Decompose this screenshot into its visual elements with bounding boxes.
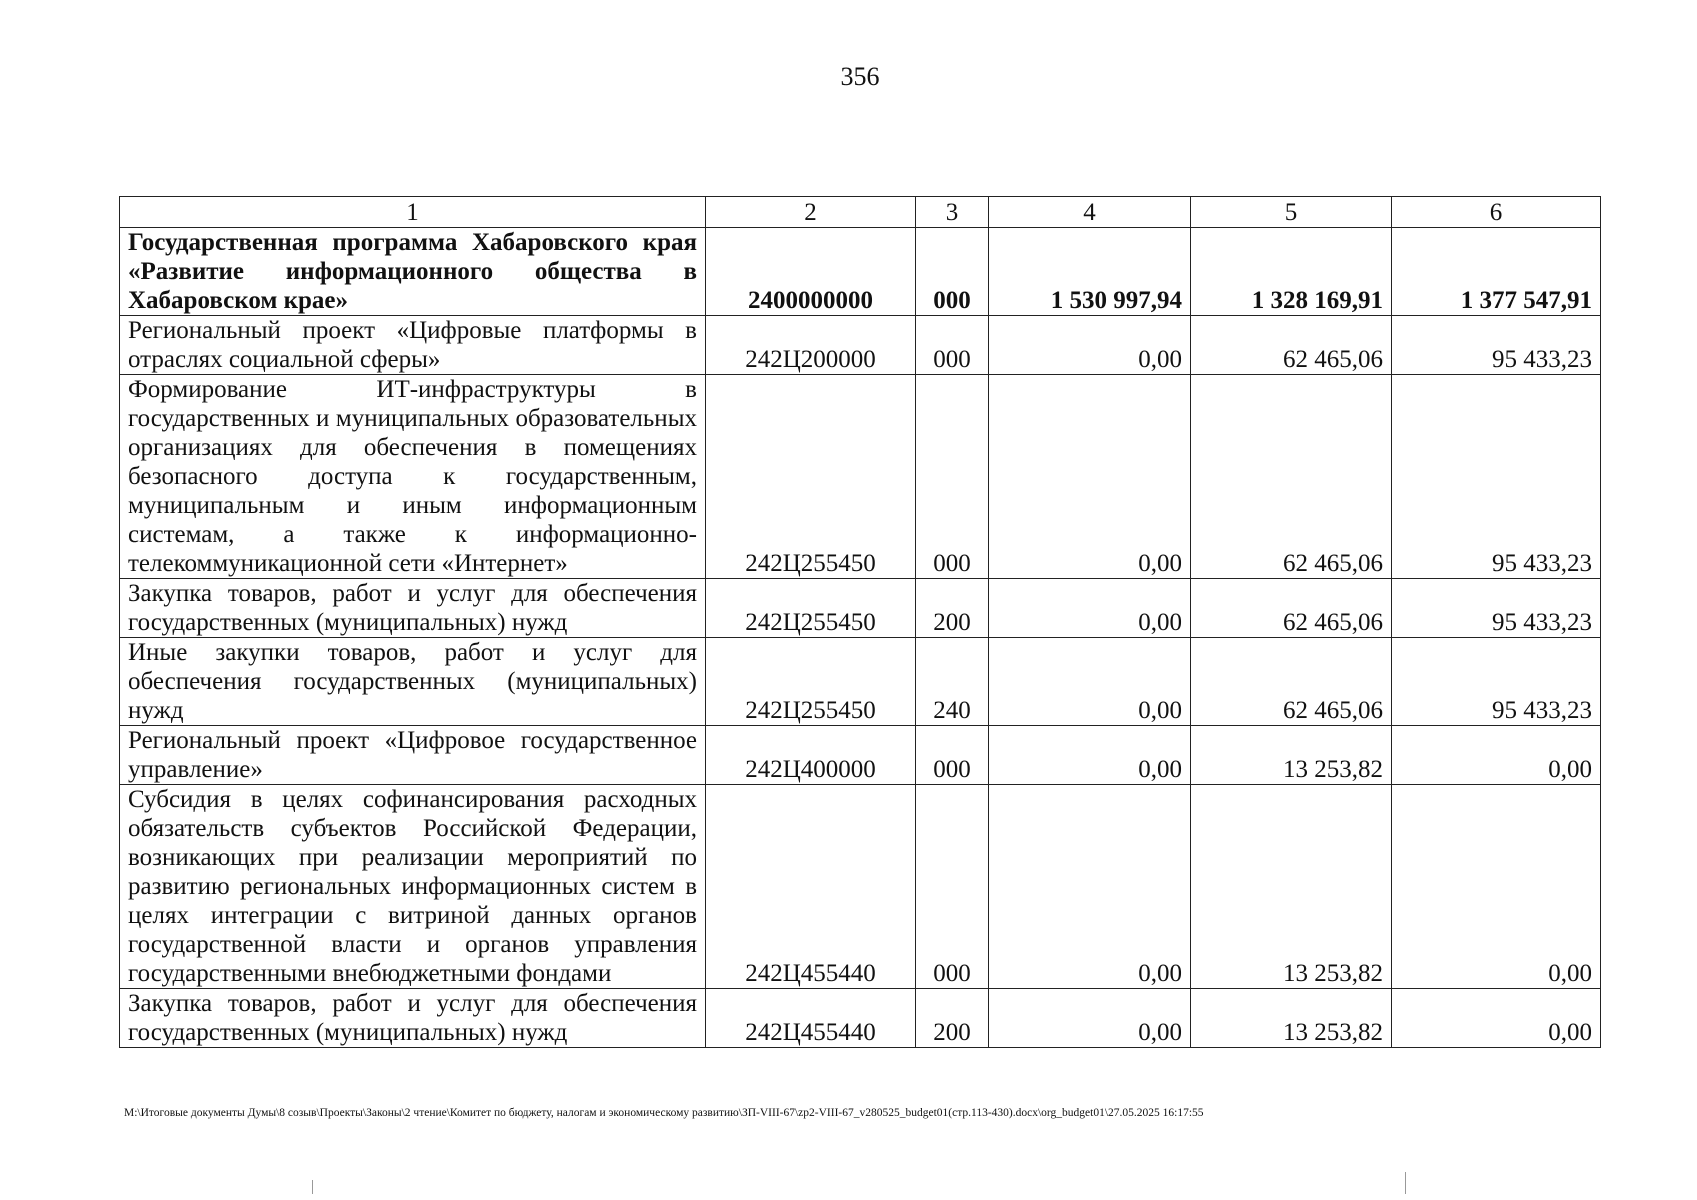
row-value-4: 0,00 bbox=[989, 375, 1191, 579]
row-type: 000 bbox=[916, 726, 989, 785]
row-code: 2400000000 bbox=[706, 228, 916, 316]
table-row bbox=[120, 638, 1601, 726]
table-row bbox=[120, 316, 1601, 375]
row-value-6: 95 433,23 bbox=[1392, 638, 1601, 726]
row-value-6: 95 433,23 bbox=[1392, 375, 1601, 579]
table-row bbox=[120, 228, 1601, 316]
row-value-6: 0,00 bbox=[1392, 785, 1601, 989]
table-row bbox=[120, 726, 1601, 785]
row-type: 000 bbox=[916, 228, 989, 316]
row-value-6: 0,00 bbox=[1392, 989, 1601, 1048]
document-file-path: M:\Итоговые документы Думы\8 созыв\Проекты\Законы\2 чтение\Комитет по бюджету, налогам и экономическому развитию\ЗП-VIII-67\zp2-VIII-67_v280525_budget01(стр.113-430).docx\org_budget01\27.05.2025 16:17:55 bbox=[124, 1107, 1204, 1119]
header-col-4: 4 bbox=[989, 197, 1191, 228]
header-col-3: 3 bbox=[916, 197, 989, 228]
row-value-4: 0,00 bbox=[989, 726, 1191, 785]
row-value-6: 0,00 bbox=[1392, 726, 1601, 785]
row-value-5: 13 253,82 bbox=[1191, 726, 1392, 785]
row-name: Формирование ИТ-инфраструктуры в государственных и муниципальных образовательных организациях для обеспечения в помещениях безопасного доступа к государственным, муниципальным и иным информационным системам, а также к информационно-телекоммуникационной сети «Интернет» bbox=[120, 375, 706, 579]
row-type: 000 bbox=[916, 785, 989, 989]
header-col-6: 6 bbox=[1392, 197, 1601, 228]
row-value-5: 62 465,06 bbox=[1191, 316, 1392, 375]
row-value-4: 1 530 997,94 bbox=[989, 228, 1191, 316]
row-name: Закупка товаров, работ и услуг для обеспечения государственных (муниципальных) нужд bbox=[120, 579, 706, 638]
row-value-5: 62 465,06 bbox=[1191, 579, 1392, 638]
row-value-4: 0,00 bbox=[989, 579, 1191, 638]
row-code: 242Ц400000 bbox=[706, 726, 916, 785]
scan-artifact bbox=[312, 1180, 313, 1194]
row-value-4: 0,00 bbox=[989, 316, 1191, 375]
row-value-6: 95 433,23 bbox=[1392, 316, 1601, 375]
row-value-6: 1 377 547,91 bbox=[1392, 228, 1601, 316]
header-col-5: 5 bbox=[1191, 197, 1392, 228]
row-type: 240 bbox=[916, 638, 989, 726]
row-value-5: 1 328 169,91 bbox=[1191, 228, 1392, 316]
row-value-4: 0,00 bbox=[989, 785, 1191, 989]
row-code: 242Ц200000 bbox=[706, 316, 916, 375]
row-type: 000 bbox=[916, 375, 989, 579]
row-name: Региональный проект «Цифровые платформы в отраслях социальной сферы» bbox=[120, 316, 706, 375]
row-name: Закупка товаров, работ и услуг для обеспечения государственных (муниципальных) нужд bbox=[120, 989, 706, 1048]
row-name: Субсидия в целях софинансирования расходных обязательств субъектов Российской Федерации, возникающих при реализации мероприятий по развитию региональных информационных систем в целях интеграции с витриной данных органов государственной власти и органов управления государственными внебюджетными фондами bbox=[120, 785, 706, 989]
table-row bbox=[120, 579, 1601, 638]
header-col-2: 2 bbox=[706, 197, 916, 228]
row-code: 242Ц255450 bbox=[706, 579, 916, 638]
header-row bbox=[120, 197, 1601, 228]
scan-artifact bbox=[1405, 1172, 1406, 1194]
row-name: Региональный проект «Цифровое государственное управление» bbox=[120, 726, 706, 785]
table-row bbox=[120, 785, 1601, 989]
page-number: 356 bbox=[840, 62, 880, 91]
row-value-5: 13 253,82 bbox=[1191, 785, 1392, 989]
row-code: 242Ц255450 bbox=[706, 638, 916, 726]
row-type: 200 bbox=[916, 579, 989, 638]
row-value-5: 62 465,06 bbox=[1191, 638, 1392, 726]
row-code: 242Ц455440 bbox=[706, 989, 916, 1048]
row-code: 242Ц255450 bbox=[706, 375, 916, 579]
row-name: Иные закупки товаров, работ и услуг для обеспечения государственных (муниципальных) нужд bbox=[120, 638, 706, 726]
row-type: 000 bbox=[916, 316, 989, 375]
table-row bbox=[120, 989, 1601, 1048]
table-row bbox=[120, 375, 1601, 579]
row-value-5: 13 253,82 bbox=[1191, 989, 1392, 1048]
row-value-6: 95 433,23 bbox=[1392, 579, 1601, 638]
row-value-4: 0,00 bbox=[989, 638, 1191, 726]
row-type: 200 bbox=[916, 989, 989, 1048]
row-value-5: 62 465,06 bbox=[1191, 375, 1392, 579]
row-code: 242Ц455440 bbox=[706, 785, 916, 989]
row-value-4: 0,00 bbox=[989, 989, 1191, 1048]
header-col-1: 1 bbox=[120, 197, 706, 228]
budget-table bbox=[119, 196, 1601, 1048]
row-name: Государственная программа Хабаровского края «Развитие информационного общества в Хабаровском крае» bbox=[120, 228, 706, 316]
